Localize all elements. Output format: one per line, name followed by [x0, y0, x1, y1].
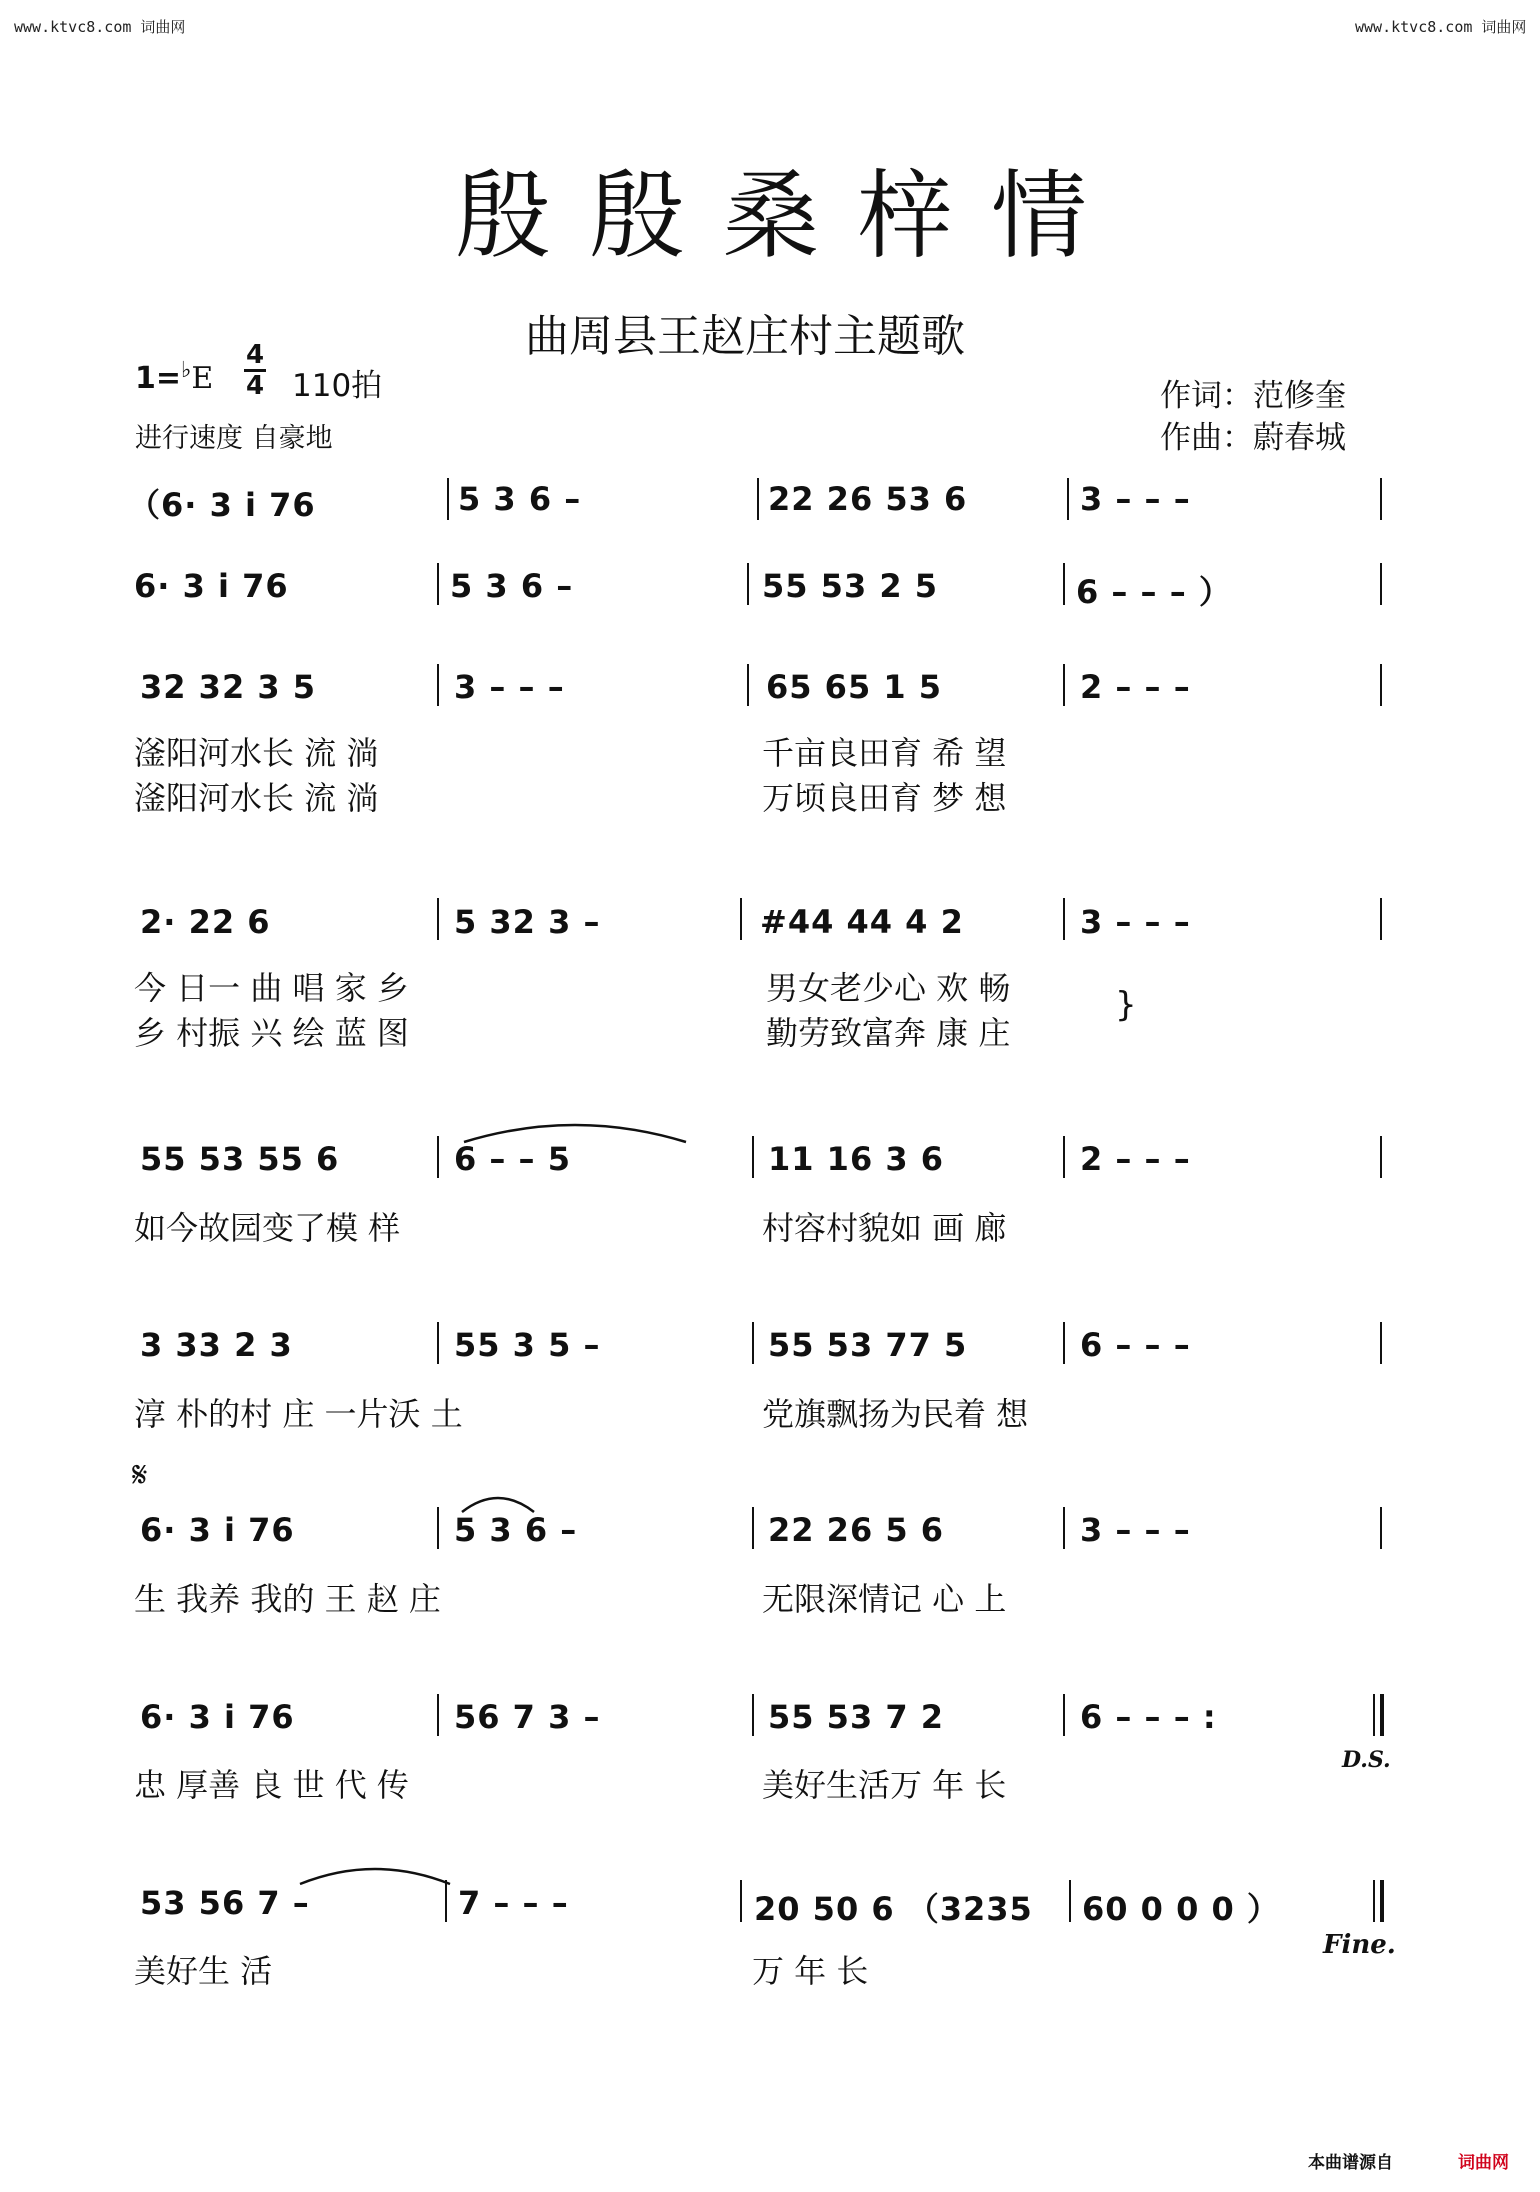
measure-notes: 55 53 7 2: [768, 1698, 945, 1736]
flat-symbol: ♭: [181, 358, 192, 383]
slur-arc: [458, 1488, 538, 1516]
bar-line: [1380, 898, 1382, 940]
bar-line: [437, 1322, 439, 1364]
bar-line: [1063, 1694, 1065, 1736]
measure-notes: 55 53 2 5: [762, 567, 939, 605]
left-watermark-strip: [0, 0, 16, 2192]
bar-line: [740, 898, 742, 940]
bar-line: [447, 478, 449, 520]
measure-notes: 6· 3 i 76: [140, 1698, 295, 1736]
measure-notes: 32 32 3 5: [140, 668, 317, 706]
bar-line: [437, 1136, 439, 1178]
bar-line: [437, 563, 439, 605]
song-title: 殷殷桑梓情: [455, 160, 1125, 272]
measure-notes: 7 – – –: [458, 1884, 569, 1922]
bar-line: [1380, 1136, 1382, 1178]
measure-notes: 6 – – – :: [1080, 1698, 1217, 1736]
measure-notes: 6 – – 5: [454, 1140, 571, 1178]
measure-notes: 56 7 3 –: [454, 1698, 601, 1736]
bar-line: [1063, 898, 1065, 940]
header-right-url: www.ktvc8.com 词曲网: [1355, 18, 1527, 36]
key-signature: [135, 358, 213, 396]
bar-line: [1063, 664, 1065, 706]
bar-line: [437, 898, 439, 940]
measure-notes: 3 – – –: [1080, 903, 1191, 941]
footer-source-label: 本曲谱源自: [1308, 2153, 1393, 2173]
tempo-text: 进行速度 自豪地: [135, 423, 333, 454]
dal-segno-mark: D.S.: [1342, 1747, 1391, 1773]
bar-line: [1380, 1322, 1382, 1364]
measure-notes: #44 44 4 2: [760, 903, 964, 941]
lyric-line: 滏阳河水长 流 淌: [134, 779, 379, 817]
measure-notes: 6 – – –: [1080, 1326, 1191, 1364]
lyric-line: 万顷良田育 梦 想: [762, 779, 1007, 817]
lyric-line: 滏阳河水长 流 淌: [134, 734, 379, 772]
bar-line: [1063, 1136, 1065, 1178]
bar-line: [752, 1136, 754, 1178]
measure-notes: 2 – – –: [1080, 1140, 1191, 1178]
lyric-line: 美好生 活: [134, 1952, 273, 1990]
bar-line: [437, 1507, 439, 1549]
bar-line: [740, 1880, 742, 1922]
bar-line: [1380, 1507, 1382, 1549]
bar-line: [757, 478, 759, 520]
measure-notes: 5 32 3 –: [454, 903, 601, 941]
lyric-line: 党旗飘扬为民着 想: [762, 1395, 1029, 1433]
measure-notes: 5 3 6 –: [450, 567, 574, 605]
lyric-line: 勤劳致富奔 康 庄: [766, 1014, 1011, 1052]
tie-arc: [460, 1112, 690, 1146]
measure-notes: 5 3 6 –: [454, 1511, 578, 1549]
measure-notes: 53 56 7 –: [140, 1884, 310, 1922]
lyric-line: 乡 村振 兴 绘 蓝 图: [134, 1014, 409, 1052]
segno-icon: 𝄋: [132, 1455, 148, 1496]
footer-site-link[interactable]: 词曲网: [1458, 2153, 1509, 2173]
bar-line: [1063, 1507, 1065, 1549]
key-tonic: E: [191, 361, 214, 396]
lyric-line: 村容村貌如 画 廊: [762, 1209, 1007, 1247]
header-left-url: www.ktvc8.com 词曲网: [14, 18, 186, 36]
bar-line: [747, 664, 749, 706]
measure-notes: 60 0 0 0 ）: [1082, 1890, 1280, 1928]
measure-notes: （6· 3 i 76: [128, 486, 316, 524]
repeat-bar-thin: [1373, 1694, 1375, 1736]
measure-notes: 22 26 5 6: [768, 1511, 945, 1549]
measure-notes: 55 53 55 6: [140, 1140, 340, 1178]
final-bar-thin: [1373, 1880, 1375, 1922]
bar-line: [1380, 563, 1382, 605]
lyric-line: 万 年 长: [752, 1952, 869, 1990]
brace-symbol: }: [1115, 985, 1137, 1025]
lyric-line: 今 日一 曲 唱 家 乡: [134, 969, 409, 1007]
fine-mark: Fine.: [1323, 1930, 1396, 1960]
bar-line: [1063, 563, 1065, 605]
measure-notes: 22 26 53 6: [768, 480, 968, 518]
lyricist-credit: 作词：范修奎: [1160, 378, 1346, 414]
bar-line: [752, 1322, 754, 1364]
lyric-line: 无限深情记 心 上: [762, 1580, 1007, 1618]
tempo-bpm: 110拍: [292, 368, 383, 404]
repeat-bar-thick: [1380, 1694, 1384, 1736]
measure-notes: 6 – – – ）: [1076, 573, 1232, 611]
measure-notes: 55 53 77 5: [768, 1326, 968, 1364]
bar-line: [1063, 1322, 1065, 1364]
measure-notes: 3 – – –: [1080, 480, 1191, 518]
measure-notes: 20 50 6 （3235: [754, 1890, 1033, 1928]
bar-line: [747, 563, 749, 605]
composer-credit: 作曲：蔚春城: [1160, 420, 1346, 456]
final-bar-thick: [1380, 1880, 1384, 1922]
song-subtitle: 曲周县王赵庄村主题歌: [525, 311, 965, 362]
lyric-line: 如今故园变了模 样: [134, 1209, 401, 1247]
bar-line: [752, 1507, 754, 1549]
lyric-line: 生 我养 我的 王 赵 庄: [134, 1580, 441, 1618]
measure-notes: 6· 3 i 76: [134, 567, 289, 605]
measure-notes: 3 – – –: [454, 668, 565, 706]
bar-line: [437, 1694, 439, 1736]
measure-notes: 11 16 3 6: [768, 1140, 945, 1178]
bar-line: [1067, 478, 1069, 520]
lyric-line: 淳 朴的村 庄 一片沃 土: [134, 1395, 463, 1433]
lyric-line: 千亩良田育 希 望: [762, 734, 1007, 772]
key-prefix: 1=: [135, 361, 182, 396]
bar-line: [1380, 664, 1382, 706]
measure-notes: 3 33 2 3: [140, 1326, 293, 1364]
lyric-line: 忠 厚善 良 世 代 传: [134, 1766, 409, 1804]
time-signature: [244, 342, 266, 399]
lyric-line: 男女老少心 欢 畅: [766, 969, 1011, 1007]
measure-notes: 2· 22 6: [140, 903, 271, 941]
bar-line: [1380, 478, 1382, 520]
bar-line: [437, 664, 439, 706]
bar-line: [1069, 1880, 1071, 1922]
measure-notes: 2 – – –: [1080, 668, 1191, 706]
time-top: 4: [245, 340, 265, 370]
measure-notes: 5 3 6 –: [458, 480, 582, 518]
measure-notes: 65 65 1 5: [766, 668, 943, 706]
measure-notes: 55 3 5 –: [454, 1326, 601, 1364]
lyric-line: 美好生活万 年 长: [762, 1766, 1007, 1804]
measure-notes: 3 – – –: [1080, 1511, 1191, 1549]
right-watermark-strip: [1524, 0, 1540, 2192]
tie-arc: [296, 1858, 454, 1888]
time-bottom: 4: [245, 371, 265, 401]
bar-line: [752, 1694, 754, 1736]
measure-notes: 6· 3 i 76: [140, 1511, 295, 1549]
